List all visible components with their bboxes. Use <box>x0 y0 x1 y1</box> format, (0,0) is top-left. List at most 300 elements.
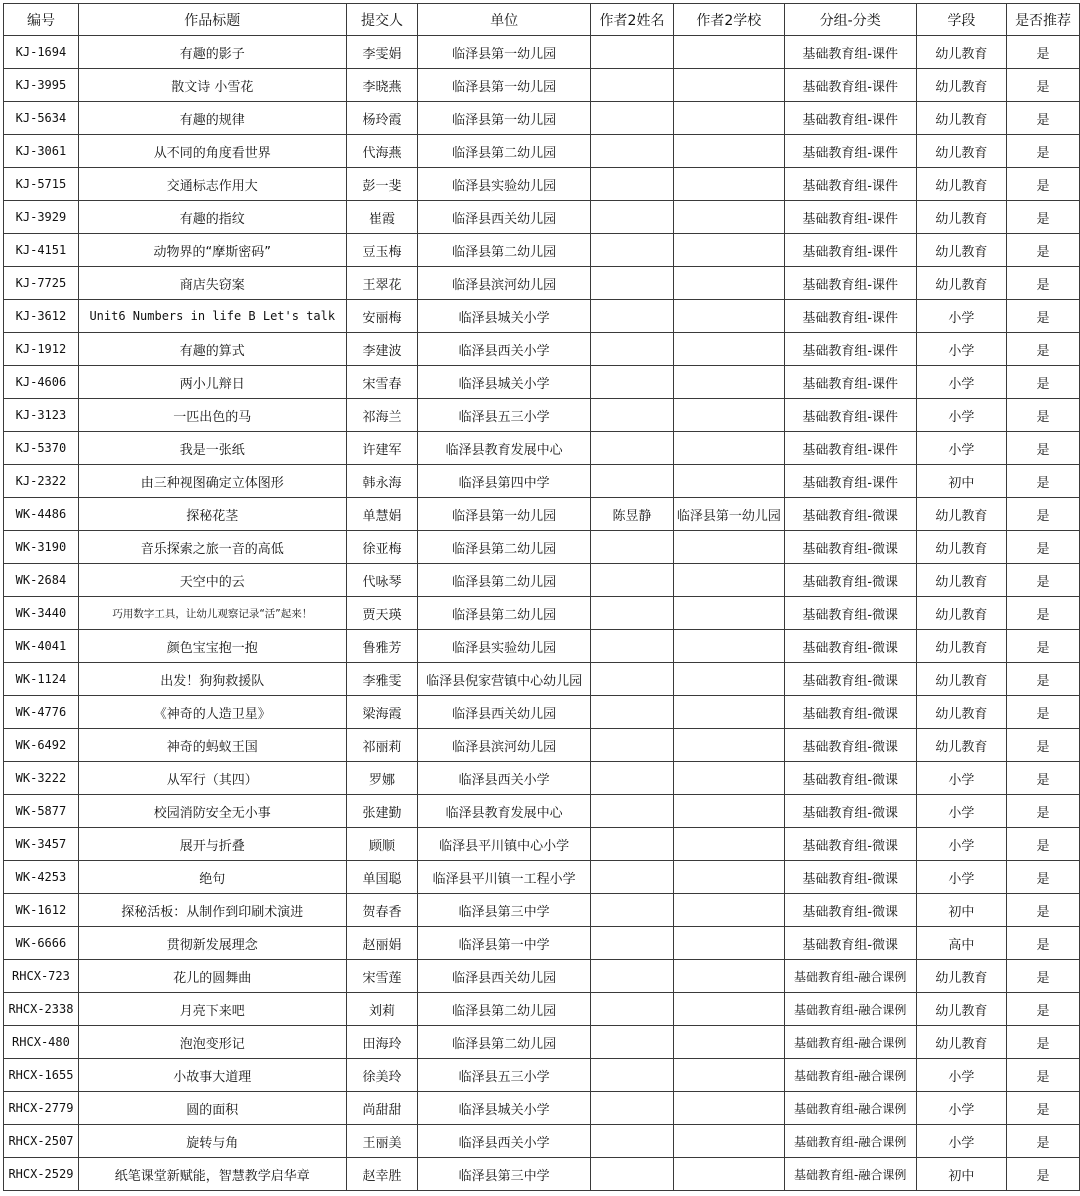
cell-id: WK-6666 <box>4 927 79 960</box>
cell-stage: 高中 <box>916 927 1007 960</box>
cell-author2-name <box>591 300 674 333</box>
cell-group-category: 基础教育组-课件 <box>784 300 916 333</box>
header-recommended: 是否推荐 <box>1007 4 1080 36</box>
cell-stage: 小学 <box>916 333 1007 366</box>
cell-recommended: 是 <box>1007 630 1080 663</box>
cell-author2-school <box>673 465 784 498</box>
cell-unit: 临泽县滨河幼儿园 <box>418 267 591 300</box>
cell-title: 旋转与角 <box>78 1125 346 1158</box>
cell-author2-name <box>591 828 674 861</box>
cell-submitter: 赵丽娟 <box>346 927 418 960</box>
table-row <box>4 366 1080 399</box>
cell-stage: 小学 <box>916 1059 1007 1092</box>
cell-title: 月亮下来吧 <box>78 993 346 1026</box>
cell-recommended: 是 <box>1007 531 1080 564</box>
cell-group-category: 基础教育组-课件 <box>784 168 916 201</box>
cell-author2-school <box>673 729 784 762</box>
cell-title: 交通标志作用大 <box>78 168 346 201</box>
cell-author2-school <box>673 69 784 102</box>
cell-title: 商店失窃案 <box>78 267 346 300</box>
cell-author2-school <box>673 234 784 267</box>
cell-author2-name <box>591 1059 674 1092</box>
cell-id: KJ-5634 <box>4 102 79 135</box>
cell-title: 有趣的规律 <box>78 102 346 135</box>
cell-group-category: 基础教育组-课件 <box>784 36 916 69</box>
cell-id: RHCX-2779 <box>4 1092 79 1125</box>
cell-submitter: 贺春香 <box>346 894 418 927</box>
cell-author2-school <box>673 333 784 366</box>
cell-author2-name <box>591 234 674 267</box>
cell-unit: 临泽县第一幼儿园 <box>418 498 591 531</box>
cell-author2-name <box>591 861 674 894</box>
cell-unit: 临泽县第一幼儿园 <box>418 36 591 69</box>
table-row <box>4 498 1080 531</box>
cell-id: KJ-5370 <box>4 432 79 465</box>
cell-author2-school <box>673 102 784 135</box>
cell-unit: 临泽县西关小学 <box>418 762 591 795</box>
header-author2-name: 作者2姓名 <box>591 4 674 36</box>
table-row <box>4 531 1080 564</box>
cell-recommended: 是 <box>1007 333 1080 366</box>
cell-group-category: 基础教育组-课件 <box>784 333 916 366</box>
cell-unit: 临泽县城关小学 <box>418 1092 591 1125</box>
cell-author2-name <box>591 168 674 201</box>
cell-title: 从军行（其四） <box>78 762 346 795</box>
cell-group-category: 基础教育组-融合课例 <box>784 1125 916 1158</box>
cell-author2-name <box>591 267 674 300</box>
cell-id: WK-1124 <box>4 663 79 696</box>
cell-recommended: 是 <box>1007 597 1080 630</box>
cell-group-category: 基础教育组-微课 <box>784 531 916 564</box>
cell-unit: 临泽县第二幼儿园 <box>418 531 591 564</box>
cell-id: KJ-5715 <box>4 168 79 201</box>
cell-id: WK-4253 <box>4 861 79 894</box>
cell-stage: 幼儿教育 <box>916 234 1007 267</box>
cell-author2-name <box>591 69 674 102</box>
cell-author2-school <box>673 168 784 201</box>
cell-group-category: 基础教育组-微课 <box>784 894 916 927</box>
header-group-category: 分组-分类 <box>784 4 916 36</box>
cell-id: KJ-3061 <box>4 135 79 168</box>
cell-group-category: 基础教育组-融合课例 <box>784 960 916 993</box>
cell-unit: 临泽县第一幼儿园 <box>418 102 591 135</box>
cell-recommended: 是 <box>1007 1092 1080 1125</box>
cell-group-category: 基础教育组-课件 <box>784 432 916 465</box>
cell-author2-name <box>591 1092 674 1125</box>
cell-stage: 幼儿教育 <box>916 663 1007 696</box>
cell-recommended: 是 <box>1007 300 1080 333</box>
cell-submitter: 徐亚梅 <box>346 531 418 564</box>
cell-recommended: 是 <box>1007 498 1080 531</box>
cell-submitter: 豆玉梅 <box>346 234 418 267</box>
table-row <box>4 432 1080 465</box>
cell-stage: 幼儿教育 <box>916 201 1007 234</box>
cell-title: 散文诗 小雪花 <box>78 69 346 102</box>
cell-author2-name <box>591 663 674 696</box>
cell-author2-name <box>591 1026 674 1059</box>
cell-submitter: 杨玲霞 <box>346 102 418 135</box>
cell-recommended: 是 <box>1007 168 1080 201</box>
cell-unit: 临泽县第二幼儿园 <box>418 135 591 168</box>
cell-author2-school <box>673 366 784 399</box>
cell-title: 泡泡变形记 <box>78 1026 346 1059</box>
cell-recommended: 是 <box>1007 1125 1080 1158</box>
cell-id: RHCX-480 <box>4 1026 79 1059</box>
header-stage: 学段 <box>916 4 1007 36</box>
cell-id: WK-1612 <box>4 894 79 927</box>
cell-recommended: 是 <box>1007 69 1080 102</box>
cell-author2-school <box>673 1125 784 1158</box>
cell-author2-school <box>673 696 784 729</box>
table-row <box>4 960 1080 993</box>
cell-id: RHCX-2529 <box>4 1158 79 1191</box>
cell-recommended: 是 <box>1007 696 1080 729</box>
cell-title: 有趣的算式 <box>78 333 346 366</box>
table-row <box>4 267 1080 300</box>
cell-recommended: 是 <box>1007 399 1080 432</box>
cell-submitter: 李雅雯 <box>346 663 418 696</box>
cell-id: KJ-7725 <box>4 267 79 300</box>
cell-unit: 临泽县第三中学 <box>418 1158 591 1191</box>
cell-id: WK-3457 <box>4 828 79 861</box>
cell-unit: 临泽县教育发展中心 <box>418 795 591 828</box>
cell-submitter: 张建勤 <box>346 795 418 828</box>
table-row <box>4 1158 1080 1191</box>
cell-title: 神奇的蚂蚁王国 <box>78 729 346 762</box>
cell-stage: 幼儿教育 <box>916 135 1007 168</box>
cell-id: RHCX-723 <box>4 960 79 993</box>
cell-submitter: 顾顺 <box>346 828 418 861</box>
cell-submitter: 崔霞 <box>346 201 418 234</box>
cell-author2-school <box>673 894 784 927</box>
cell-submitter: 祁海兰 <box>346 399 418 432</box>
cell-title: 花儿的圆舞曲 <box>78 960 346 993</box>
cell-author2-name <box>591 531 674 564</box>
cell-title: 校园消防安全无小事 <box>78 795 346 828</box>
cell-group-category: 基础教育组-微课 <box>784 729 916 762</box>
cell-submitter: 安丽梅 <box>346 300 418 333</box>
cell-stage: 幼儿教育 <box>916 36 1007 69</box>
cell-recommended: 是 <box>1007 267 1080 300</box>
cell-id: WK-4776 <box>4 696 79 729</box>
cell-author2-name <box>591 795 674 828</box>
cell-unit: 临泽县教育发展中心 <box>418 432 591 465</box>
cell-group-category: 基础教育组-微课 <box>784 762 916 795</box>
cell-author2-name <box>591 762 674 795</box>
header-row <box>4 4 1080 36</box>
cell-group-category: 基础教育组-融合课例 <box>784 1026 916 1059</box>
cell-submitter: 许建军 <box>346 432 418 465</box>
cell-author2-name <box>591 36 674 69</box>
table-row <box>4 630 1080 663</box>
cell-author2-name <box>591 597 674 630</box>
cell-author2-school <box>673 300 784 333</box>
table-row <box>4 861 1080 894</box>
cell-submitter: 李晓燕 <box>346 69 418 102</box>
cell-group-category: 基础教育组-课件 <box>784 201 916 234</box>
cell-author2-school <box>673 762 784 795</box>
cell-title: 纸笔课堂新赋能，智慧教学启华章 <box>78 1158 346 1191</box>
cell-recommended: 是 <box>1007 1059 1080 1092</box>
cell-author2-school <box>673 828 784 861</box>
cell-author2-school <box>673 663 784 696</box>
cell-author2-name <box>591 1125 674 1158</box>
cell-author2-school <box>673 1092 784 1125</box>
cell-stage: 小学 <box>916 861 1007 894</box>
cell-submitter: 赵幸胜 <box>346 1158 418 1191</box>
cell-id: WK-3440 <box>4 597 79 630</box>
cell-id: KJ-2322 <box>4 465 79 498</box>
cell-stage: 幼儿教育 <box>916 630 1007 663</box>
cell-unit: 临泽县城关小学 <box>418 366 591 399</box>
cell-submitter: 李雯娟 <box>346 36 418 69</box>
cell-stage: 小学 <box>916 432 1007 465</box>
cell-title: 颜色宝宝抱一抱 <box>78 630 346 663</box>
cell-stage: 幼儿教育 <box>916 696 1007 729</box>
cell-stage: 幼儿教育 <box>916 102 1007 135</box>
cell-recommended: 是 <box>1007 894 1080 927</box>
cell-submitter: 王丽美 <box>346 1125 418 1158</box>
cell-author2-name <box>591 135 674 168</box>
cell-author2-school <box>673 531 784 564</box>
cell-unit: 临泽县西关幼儿园 <box>418 201 591 234</box>
cell-stage: 小学 <box>916 399 1007 432</box>
cell-stage: 小学 <box>916 828 1007 861</box>
cell-group-category: 基础教育组-融合课例 <box>784 1158 916 1191</box>
table-row <box>4 729 1080 762</box>
table-row <box>4 1125 1080 1158</box>
cell-title: 天空中的云 <box>78 564 346 597</box>
table-row <box>4 135 1080 168</box>
cell-author2-name <box>591 993 674 1026</box>
cell-stage: 初中 <box>916 465 1007 498</box>
cell-id: WK-3190 <box>4 531 79 564</box>
table-body <box>4 36 1080 1191</box>
header-unit: 单位 <box>418 4 591 36</box>
cell-group-category: 基础教育组-课件 <box>784 399 916 432</box>
cell-recommended: 是 <box>1007 564 1080 597</box>
cell-unit: 临泽县第二幼儿园 <box>418 564 591 597</box>
cell-author2-name <box>591 465 674 498</box>
cell-unit: 临泽县平川镇中心小学 <box>418 828 591 861</box>
cell-stage: 初中 <box>916 1158 1007 1191</box>
cell-id: KJ-3929 <box>4 201 79 234</box>
cell-submitter: 李建波 <box>346 333 418 366</box>
cell-submitter: 宋雪春 <box>346 366 418 399</box>
cell-id: RHCX-2338 <box>4 993 79 1026</box>
cell-author2-name <box>591 729 674 762</box>
cell-group-category: 基础教育组-微课 <box>784 861 916 894</box>
cell-unit: 临泽县西关幼儿园 <box>418 696 591 729</box>
cell-recommended: 是 <box>1007 234 1080 267</box>
table-row <box>4 663 1080 696</box>
cell-title: 展开与折叠 <box>78 828 346 861</box>
cell-submitter: 单慧娟 <box>346 498 418 531</box>
cell-submitter: 鲁雅芳 <box>346 630 418 663</box>
cell-group-category: 基础教育组-融合课例 <box>784 1092 916 1125</box>
cell-group-category: 基础教育组-微课 <box>784 630 916 663</box>
cell-stage: 幼儿教育 <box>916 69 1007 102</box>
cell-author2-name <box>591 927 674 960</box>
cell-unit: 临泽县第二幼儿园 <box>418 993 591 1026</box>
cell-recommended: 是 <box>1007 861 1080 894</box>
cell-submitter: 代咏琴 <box>346 564 418 597</box>
cell-title: 由三种视图确定立体图形 <box>78 465 346 498</box>
header-title: 作品标题 <box>78 4 346 36</box>
cell-id: WK-3222 <box>4 762 79 795</box>
cell-stage: 幼儿教育 <box>916 1026 1007 1059</box>
cell-author2-school <box>673 432 784 465</box>
cell-title: 出发！狗狗救援队 <box>78 663 346 696</box>
cell-title: 两小儿辩日 <box>78 366 346 399</box>
cell-author2-school <box>673 201 784 234</box>
cell-stage: 幼儿教育 <box>916 960 1007 993</box>
cell-stage: 幼儿教育 <box>916 564 1007 597</box>
table-row <box>4 1059 1080 1092</box>
cell-submitter: 单国聪 <box>346 861 418 894</box>
cell-author2-name <box>591 399 674 432</box>
cell-id: RHCX-1655 <box>4 1059 79 1092</box>
cell-group-category: 基础教育组-课件 <box>784 267 916 300</box>
cell-submitter: 代海燕 <box>346 135 418 168</box>
cell-author2-school <box>673 1158 784 1191</box>
table-row <box>4 927 1080 960</box>
cell-unit: 临泽县西关幼儿园 <box>418 960 591 993</box>
cell-submitter: 田海玲 <box>346 1026 418 1059</box>
cell-submitter: 彭一斐 <box>346 168 418 201</box>
cell-id: WK-4041 <box>4 630 79 663</box>
cell-title: 动物界的“摩斯密码” <box>78 234 346 267</box>
table-row <box>4 564 1080 597</box>
cell-group-category: 基础教育组-微课 <box>784 828 916 861</box>
cell-submitter: 祁丽莉 <box>346 729 418 762</box>
cell-title: 一匹出色的马 <box>78 399 346 432</box>
cell-recommended: 是 <box>1007 828 1080 861</box>
cell-submitter: 罗娜 <box>346 762 418 795</box>
cell-group-category: 基础教育组-微课 <box>784 795 916 828</box>
cell-submitter: 梁海霞 <box>346 696 418 729</box>
table-row <box>4 993 1080 1026</box>
header-submitter: 提交人 <box>346 4 418 36</box>
cell-stage: 幼儿教育 <box>916 729 1007 762</box>
cell-author2-name <box>591 894 674 927</box>
cell-title: 探秘花茎 <box>78 498 346 531</box>
cell-stage: 幼儿教育 <box>916 993 1007 1026</box>
table-row <box>4 234 1080 267</box>
cell-recommended: 是 <box>1007 1026 1080 1059</box>
cell-group-category: 基础教育组-微课 <box>784 597 916 630</box>
table-row <box>4 894 1080 927</box>
cell-author2-school <box>673 993 784 1026</box>
cell-author2-school <box>673 564 784 597</box>
cell-recommended: 是 <box>1007 993 1080 1026</box>
cell-unit: 临泽县实验幼儿园 <box>418 168 591 201</box>
cell-group-category: 基础教育组-微课 <box>784 498 916 531</box>
cell-title: 小故事大道理 <box>78 1059 346 1092</box>
cell-unit: 临泽县平川镇一工程小学 <box>418 861 591 894</box>
cell-stage: 小学 <box>916 1092 1007 1125</box>
cell-unit: 临泽县城关小学 <box>418 300 591 333</box>
cell-submitter: 韩永海 <box>346 465 418 498</box>
cell-id: KJ-4151 <box>4 234 79 267</box>
header-author2-school: 作者2学校 <box>673 4 784 36</box>
cell-author2-school <box>673 36 784 69</box>
cell-submitter: 徐美玲 <box>346 1059 418 1092</box>
cell-submitter: 王翠花 <box>346 267 418 300</box>
cell-unit: 临泽县第二幼儿园 <box>418 234 591 267</box>
cell-group-category: 基础教育组-课件 <box>784 366 916 399</box>
cell-author2-name: 陈昱静 <box>591 498 674 531</box>
cell-recommended: 是 <box>1007 432 1080 465</box>
cell-title: 音乐探索之旅一音的高低 <box>78 531 346 564</box>
cell-author2-school <box>673 795 784 828</box>
cell-id: KJ-3123 <box>4 399 79 432</box>
cell-stage: 幼儿教育 <box>916 531 1007 564</box>
cell-group-category: 基础教育组-微课 <box>784 663 916 696</box>
header-id: 编号 <box>4 4 79 36</box>
cell-id: WK-6492 <box>4 729 79 762</box>
cell-recommended: 是 <box>1007 201 1080 234</box>
cell-stage: 初中 <box>916 894 1007 927</box>
cell-stage: 小学 <box>916 762 1007 795</box>
cell-author2-school <box>673 597 784 630</box>
cell-unit: 临泽县第二幼儿园 <box>418 1026 591 1059</box>
cell-stage: 小学 <box>916 795 1007 828</box>
cell-recommended: 是 <box>1007 135 1080 168</box>
cell-author2-name <box>591 1158 674 1191</box>
cell-unit: 临泽县五三小学 <box>418 399 591 432</box>
cell-group-category: 基础教育组-课件 <box>784 234 916 267</box>
cell-group-category: 基础教育组-课件 <box>784 102 916 135</box>
cell-author2-school <box>673 927 784 960</box>
cell-id: WK-4486 <box>4 498 79 531</box>
cell-unit: 临泽县西关小学 <box>418 333 591 366</box>
cell-author2-school <box>673 960 784 993</box>
table-row <box>4 36 1080 69</box>
cell-recommended: 是 <box>1007 36 1080 69</box>
cell-title: 巧用数字工具，让幼儿观察记录“活”起来！ <box>78 597 346 630</box>
cell-author2-name <box>591 333 674 366</box>
works-table <box>3 3 1080 1191</box>
cell-author2-school <box>673 1059 784 1092</box>
cell-recommended: 是 <box>1007 366 1080 399</box>
cell-title: 圆的面积 <box>78 1092 346 1125</box>
cell-author2-name <box>591 696 674 729</box>
cell-group-category: 基础教育组-课件 <box>784 135 916 168</box>
cell-author2-school <box>673 1026 784 1059</box>
cell-group-category: 基础教育组-微课 <box>784 696 916 729</box>
cell-recommended: 是 <box>1007 927 1080 960</box>
table-row <box>4 300 1080 333</box>
table-row <box>4 1092 1080 1125</box>
cell-author2-name <box>591 201 674 234</box>
cell-stage: 小学 <box>916 1125 1007 1158</box>
cell-submitter: 贾天瑛 <box>346 597 418 630</box>
cell-unit: 临泽县实验幼儿园 <box>418 630 591 663</box>
cell-stage: 幼儿教育 <box>916 597 1007 630</box>
table-row <box>4 399 1080 432</box>
cell-unit: 临泽县第一中学 <box>418 927 591 960</box>
cell-author2-name <box>591 102 674 135</box>
table-row <box>4 201 1080 234</box>
cell-group-category: 基础教育组-微课 <box>784 564 916 597</box>
table-row <box>4 795 1080 828</box>
cell-recommended: 是 <box>1007 1158 1080 1191</box>
cell-title: Unit6 Numbers in life B Let's talk <box>78 300 346 333</box>
cell-unit: 临泽县倪家营镇中心幼儿园 <box>418 663 591 696</box>
cell-author2-name <box>591 960 674 993</box>
table-row <box>4 333 1080 366</box>
